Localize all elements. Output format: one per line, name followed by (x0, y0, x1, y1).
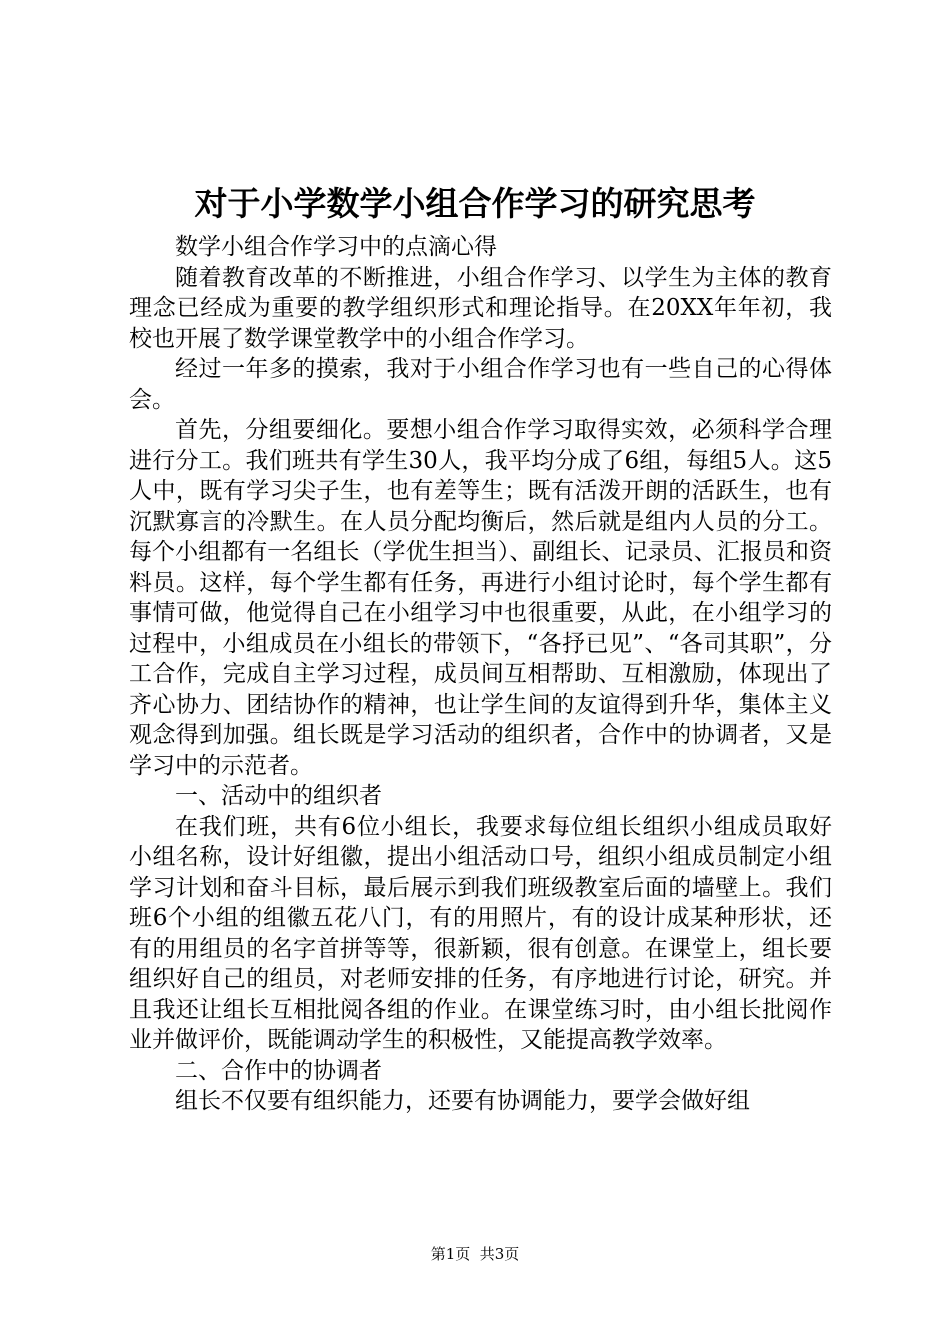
body-paragraph: 首先，分组要细化。要想小组合作学习取得实效，必须科学合理进行分工。我们班共有学生30人，我平均分成了6组，每组5人。这5人中，既有学习尖子生，也有差等生；既有活泼开朗的活跃生，也有沉默寡言的冷默生。在人员分配均衡后，然后就是组内人员的分工。每个小组都有一名组长（学优生担当）、副组长、记录员、汇报员和资料员。这样，每个学生都有任务，再进行小组讨论时，每个学生都有事情可做，他觉得自己在小组学习中也很重要，从此，在小组学习的过程中，小组成员在小组长的带领下，“各抒已见”、“各司其职”，分工合作，完成自主学习过程，成员间互相帮助、互相激励，体现出了齐心协力、团结协作的精神，也让学生间的友谊得到升华，集体主义观念得到加强。组长既是学习活动的组织者，合作中的协调者，又是学习中的示范者。 (129, 417, 832, 779)
page-footer (0, 1244, 950, 1264)
page-number-label: 第1页 共3页 (430, 1245, 520, 1263)
subtitle-paragraph: 数学小组合作学习中的点滴心得 (175, 234, 497, 260)
body-paragraph: 经过一年多的摸索，我对于小组合作学习也有一些自己的心得体会。 (129, 356, 832, 413)
section-heading: 一、活动中的组织者 (175, 783, 382, 809)
body-paragraph: 随着教育改革的不断推进，小组合作学习、以学生为主体的教育理念已经成为重要的教学组织形式和理论指导。在20XX年年初，我校也开展了数学课堂教学中的小组合作学习。 (129, 264, 832, 352)
section-heading: 二、合作中的协调者 (175, 1057, 382, 1084)
body-paragraph: 在我们班，共有6位小组长，我要求每位组长组织小组成员取好小组名称，设计好组徽，提出小组活动口号，组织小组成员制定小组学习计划和奋斗目标，最后展示到我们班级教室后面的墙壁上。我们班6个小组的组徽五花八门，有的用照片，有的设计成某种形状，还有的用组员的名字首拼等等，很新颖，很有创意。在课堂上，组长要组织好自己的组员，对老师安排的任务，有序地进行讨论，研究。并且我还让组长互相批阅各组的作业。在课堂练习时，由小组长批阅作业并做评价，既能调动学生的积极性，又能提高教学效率。 (129, 813, 832, 1053)
body-paragraph: 组长不仅要有组织能力，还要有协调能力，要学会做好组 (175, 1088, 750, 1114)
document-title: 对于小学数学小组合作学习的研究思考 (194, 184, 756, 223)
document-body (129, 232, 832, 1117)
